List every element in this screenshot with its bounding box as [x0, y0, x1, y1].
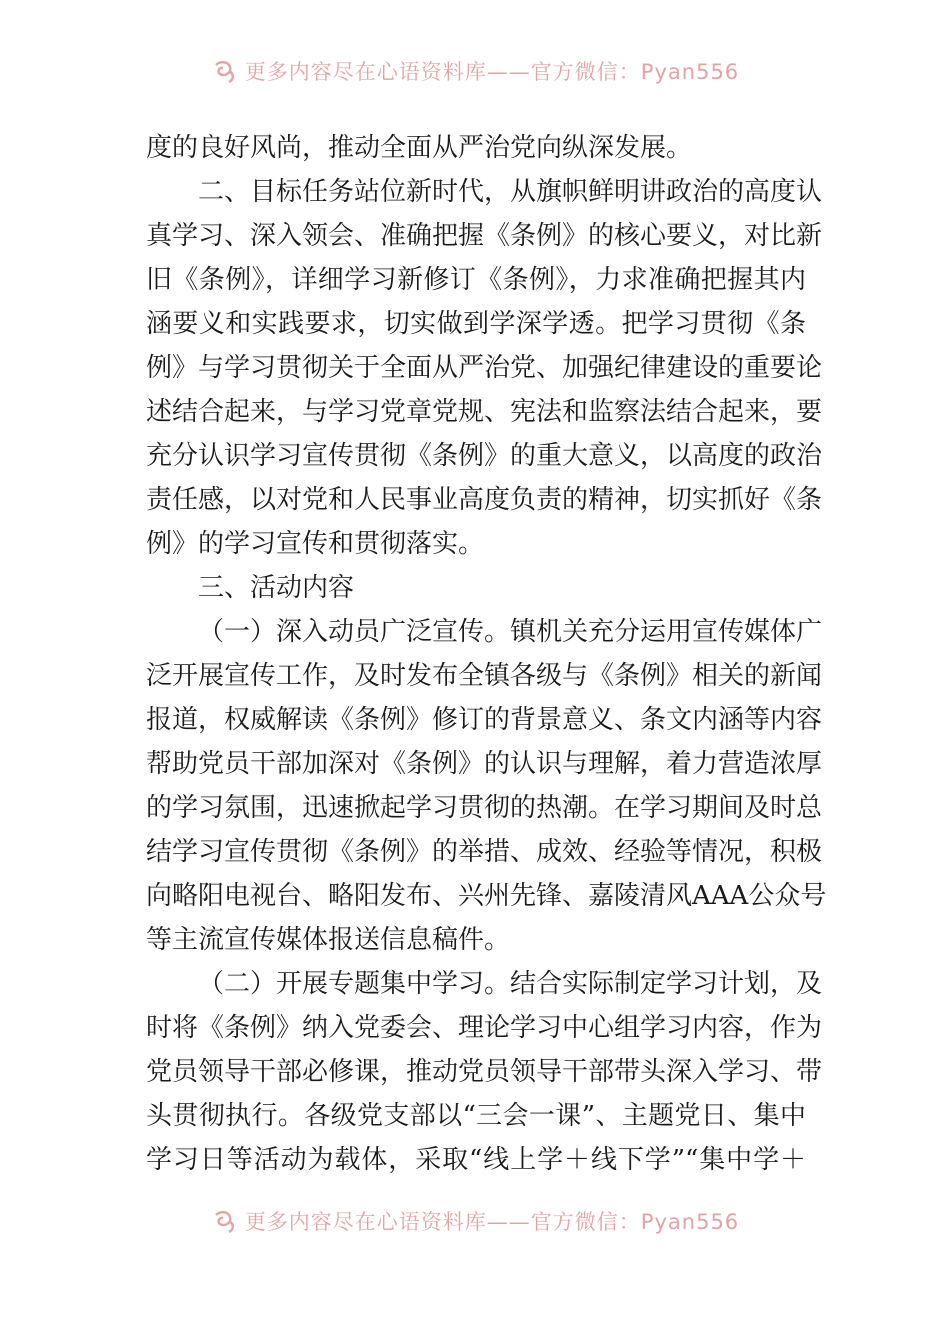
text-line-2: 二、目标任务站位新时代，从旗帜鲜明讲政治的高度认: [198, 177, 823, 207]
text-line-14: 报道，权威解读《条例》修订的背景意义、条文内涵等内容: [146, 705, 823, 735]
text-line-9: 责任感，以对党和人民事业高度负责的精神，切实抓好《条: [146, 485, 823, 515]
text-line-18: 向略阳电视台、略阳发布、兴州先锋、嘉陵清风AAA公众号: [146, 881, 827, 911]
text-line-1: 度的良好风尚，推动全面从严治党向纵深发展。: [146, 133, 693, 163]
text-line-17: 结学习宣传贯彻《条例》的举措、成效、经验等情况，积极: [146, 837, 823, 867]
watermark-header: [0, 54, 950, 88]
text-line-10: 例》的学习宣传和贯彻落实。: [146, 529, 485, 559]
text-line-23: 头贯彻执行。各级党支部以“三会一课”、主题党日、集中: [146, 1101, 806, 1131]
text-line-13: 泛开展宣传工作，及时发布全镇各级与《条例》相关的新闻: [146, 661, 823, 691]
text-line-20: （二）开展专题集中学习。结合实际制定学习计划，及: [198, 969, 823, 999]
text-line-22: 党员领导干部必修课，推动党员领导干部带头深入学习、带: [146, 1057, 823, 1087]
watermark-logo-icon: [211, 57, 239, 85]
text-line-19: 等主流宣传媒体报送信息稿件。: [146, 925, 511, 955]
text-line-15: 帮助党员干部加深对《条例》的认识与理解，着力营造浓厚: [146, 749, 823, 779]
watermark-footer: [0, 1204, 950, 1238]
watermark-logo-icon: [211, 1207, 239, 1235]
text-line-4: 旧《条例》，详细学习新修订《条例》，力求准确把握其内: [146, 265, 806, 295]
text-line-6: 例》与学习贯彻关于全面从严治党、加强纪律建设的重要论: [146, 353, 823, 383]
watermark-text: 更多内容尽在心语资料库——官方微信：Pyan556: [244, 60, 740, 84]
text-line-12: （一）深入动员广泛宣传。镇机关充分运用宣传媒体广: [198, 617, 823, 647]
text-line-7: 述结合起来，与学习党章党规、宪法和监察法结合起来，要: [146, 397, 823, 427]
text-line-16: 的学习氛围，迅速掀起学习贯彻的热潮。在学习期间及时总: [146, 793, 823, 823]
section-heading-activities: 三、活动内容: [198, 573, 355, 603]
text-line-5: 涵要义和实践要求，切实做到学深学透。把学习贯彻《条: [146, 309, 806, 339]
text-line-3: 真学习、深入领会、准确把握《条例》的核心要义，对比新: [146, 221, 823, 251]
text-line-21: 时将《条例》纳入党委会、理论学习中心组学习内容，作为: [146, 1013, 823, 1043]
watermark-text: 更多内容尽在心语资料库——官方微信：Pyan556: [244, 1210, 740, 1234]
text-line-8: 充分认识学习宣传贯彻《条例》的重大意义，以高度的政治: [146, 441, 823, 471]
text-line-24: 学习日等活动为载体，采取“线上学＋线下学”“集中学＋: [146, 1145, 806, 1175]
